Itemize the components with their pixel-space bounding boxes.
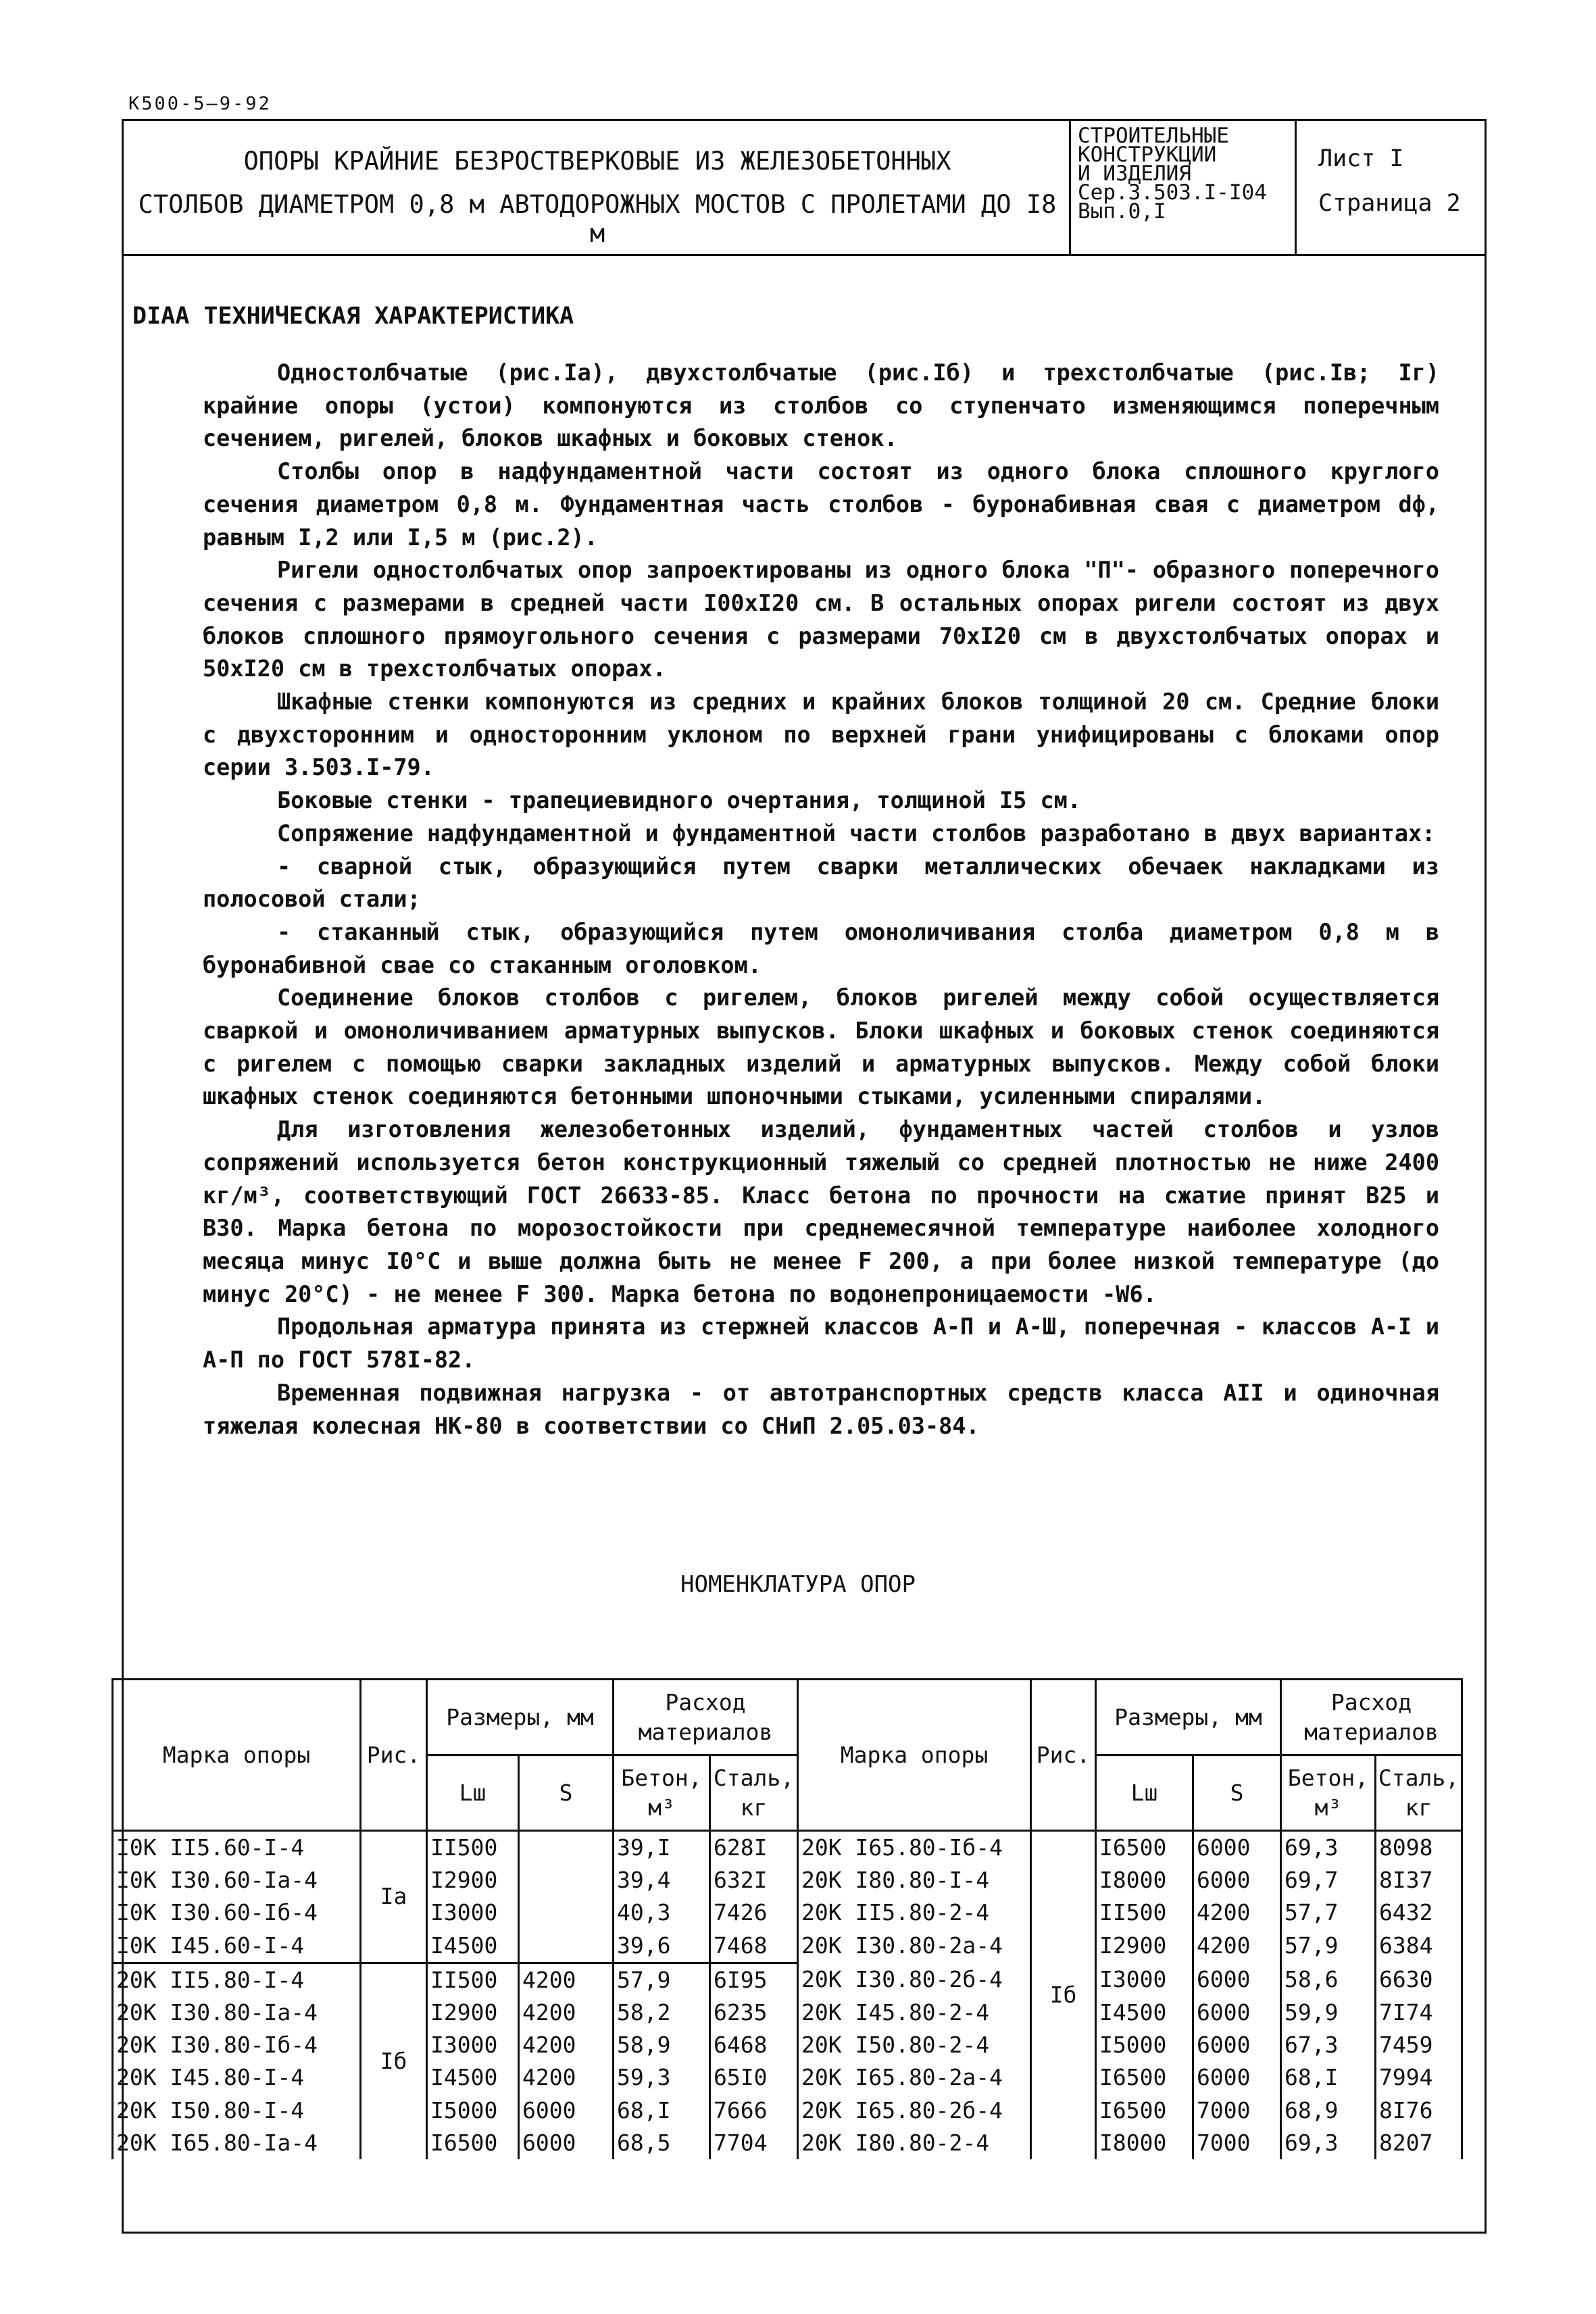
s-cell: 7000 bbox=[1193, 2127, 1281, 2159]
paragraph: Временная подвижная нагрузка - от автотранспортных средств класса АII и одиночная тяжелая колесная НК-80 в соответствии со СНиП 2.05.03-84. bbox=[203, 1379, 1439, 1439]
table-title: НОМЕНКЛАТУРА ОПОР bbox=[680, 1571, 916, 1598]
title-block bbox=[124, 121, 1485, 256]
mark-cell: 20К I50.80-2-4 bbox=[798, 2029, 1031, 2061]
steel-cell: 7426 bbox=[710, 1896, 798, 1929]
concrete-cell: 69,7 bbox=[1281, 1864, 1376, 1896]
paragraph: Ригели одностолбчатых опор запроектированы из одного блока "П"- образного поперечного сечения с размерами в средней части I00хI20 см. В остальных опорах ригели состоят из двух блоков сплошного прямоугольного сечения с размерами 70хI20 см в двухстолбчатых опорах и 50хI20 см в трехстолбчатых опорах. bbox=[203, 557, 1439, 682]
s-cell: 4200 bbox=[519, 1996, 614, 2029]
lsh-cell: I6500 bbox=[1096, 2094, 1193, 2127]
table-row bbox=[113, 1996, 1462, 2029]
s-cell bbox=[519, 1896, 614, 1929]
steel-cell: 6432 bbox=[1376, 1896, 1462, 1929]
section-title: DIАА ТЕХНИЧЕСКАЯ ХАРАКТЕРИСТИКА bbox=[132, 303, 574, 330]
fig-cell: Iб bbox=[361, 1963, 427, 2159]
col-header-steel: Сталь, кг bbox=[1376, 1755, 1462, 1831]
title-line-1: ОПОРЫ КРАЙНИЕ БЕЗРОСТВЕРКОВЫЕ ИЗ ЖЕЛЕЗОБЕТОННЫХ bbox=[243, 147, 951, 176]
concrete-cell: 68,I bbox=[1281, 2061, 1376, 2094]
series-line: Вып.0,I bbox=[1078, 199, 1166, 224]
s-cell: 4200 bbox=[519, 2061, 614, 2094]
col-header-lsh: Lш bbox=[427, 1755, 519, 1831]
s-cell bbox=[519, 1864, 614, 1896]
concrete-cell: 40,3 bbox=[614, 1896, 710, 1929]
concrete-cell: 68,I bbox=[614, 2094, 710, 2127]
nomenclature-table bbox=[111, 1678, 1463, 2159]
paragraph: Для изготовления железобетонных изделий, фундаментных частей столбов и узлов сопряжений используется бетон конструкционный тяжелый со средней плотностью не ниже 2400 кг/м³, соответствующий ГОСТ 26633-85. Класс бетона по прочности на сжатие принят В25 и В30. Марка бетона по морозостойкости при среднемесячной температуре наиболее холодного месяца минус I0°С и выше должна быть не менее F 200, а при более низкой температуре (до минус 20°С) - не менее F 300. Марка бетона по водонепроницаемости -W6. bbox=[203, 1116, 1439, 1307]
paragraph: Шкафные стенки компонуются из средних и крайних блоков толщиной 20 см. Средние блоки с двухсторонним и односторонним уклоном по верхней грани унифицированы с блоками опор серии 3.503.I-79. bbox=[203, 688, 1439, 781]
lsh-cell: I2900 bbox=[427, 1996, 519, 2029]
col-header-fig: Рис. bbox=[361, 1680, 427, 1831]
lsh-cell: I5000 bbox=[427, 2094, 519, 2127]
steel-cell: 7994 bbox=[1376, 2061, 1462, 2094]
table-row bbox=[113, 2127, 1462, 2159]
steel-cell: 8098 bbox=[1376, 1831, 1462, 1865]
fig-cell: Iб bbox=[1031, 1831, 1096, 2159]
s-cell: 6000 bbox=[519, 2127, 614, 2159]
steel-cell: 6384 bbox=[1376, 1930, 1462, 1963]
concrete-cell: 67,3 bbox=[1281, 2029, 1376, 2061]
lsh-cell: II500 bbox=[427, 1963, 519, 1996]
mark-cell: 20К I65.80-2б-4 bbox=[798, 2094, 1031, 2127]
col-header-lsh: Lш bbox=[1096, 1755, 1193, 1831]
paragraph: Продольная арматура принята из стержней классов А-П и А-Ш, поперечная - классов А-I и А-П по ГОСТ 578I-82. bbox=[203, 1313, 1439, 1374]
col-header-concrete: Бетон, м³ bbox=[1281, 1755, 1376, 1831]
title-block-name bbox=[124, 121, 1071, 254]
lsh-cell: I8000 bbox=[1096, 2127, 1193, 2159]
sheet-number: Лист I bbox=[1318, 145, 1404, 172]
steel-cell: 628I bbox=[710, 1831, 798, 1865]
paragraph: Сопряжение надфундаментной и фундаментной части столбов разработано в двух вариантах: bbox=[277, 820, 1436, 847]
s-cell: 4200 bbox=[1193, 1930, 1281, 1963]
table-row bbox=[113, 1896, 1462, 1929]
table-row bbox=[113, 2029, 1462, 2061]
series-line: Сер.3.503.I-I04 bbox=[1078, 180, 1267, 205]
table-row bbox=[113, 1831, 1462, 1865]
lsh-cell: I3000 bbox=[1096, 1963, 1193, 1996]
sheet-cell bbox=[1297, 121, 1485, 254]
steel-cell: 8I76 bbox=[1376, 2094, 1462, 2127]
concrete-cell: 39,4 bbox=[614, 1864, 710, 1896]
s-cell: 6000 bbox=[1193, 2061, 1281, 2094]
mark-cell: 20К I45.80-I-4 bbox=[113, 2061, 361, 2094]
mark-cell: 20К I30.80-Iб-4 bbox=[113, 2029, 361, 2061]
col-header-concrete: Бетон, м³ bbox=[614, 1755, 710, 1831]
s-cell: 7000 bbox=[1193, 2094, 1281, 2127]
mark-cell: I0К I30.60-Iа-4 bbox=[113, 1864, 361, 1896]
col-header-fig: Рис. bbox=[1031, 1680, 1096, 1831]
lsh-cell: I5000 bbox=[1096, 2029, 1193, 2061]
title-line-2: СТОЛБОВ ДИАМЕТРОМ 0,8 м АВТОДОРОЖНЫХ МОСТОВ С ПРОЛЕТАМИ ДО I8 м bbox=[138, 190, 1057, 248]
steel-cell: 8207 bbox=[1376, 2127, 1462, 2159]
table-row bbox=[113, 1930, 1462, 1963]
steel-cell: 632I bbox=[710, 1864, 798, 1896]
steel-cell: 65I0 bbox=[710, 2061, 798, 2094]
concrete-cell: 68,5 bbox=[614, 2127, 710, 2159]
s-cell: 4200 bbox=[1193, 1896, 1281, 1929]
s-cell: 6000 bbox=[1193, 2029, 1281, 2061]
concrete-cell: 69,3 bbox=[1281, 1831, 1376, 1865]
lsh-cell: I2900 bbox=[427, 1864, 519, 1896]
concrete-cell: 58,2 bbox=[614, 1996, 710, 2029]
s-cell: 6000 bbox=[519, 2094, 614, 2127]
lsh-cell: II500 bbox=[1096, 1896, 1193, 1929]
steel-cell: 6235 bbox=[710, 1996, 798, 2029]
lsh-cell: I4500 bbox=[427, 1930, 519, 1963]
concrete-cell: 39,6 bbox=[614, 1930, 710, 1963]
paragraph: Столбы опор в надфундаментной части состоят из одного блока сплошного круглого сечения диаметром 0,8 м. Фундаментная часть столбов - буронабивная свая с диаметром dф, равным I,2 или I,5 м (рис.2). bbox=[203, 458, 1439, 551]
paragraph: Одностолбчатые (рис.Iа), двухстолбчатые (рис.Iб) и трехстолбчатые (рис.Iв; Iг) крайние опоры (устои) компонуются из столбов со ступенчато изменяющимся поперечным сечением, ригелей, блоков шкафных и боковых стенок. bbox=[203, 359, 1439, 452]
mark-cell: I0К I45.60-I-4 bbox=[113, 1930, 361, 1963]
table-row bbox=[113, 2061, 1462, 2094]
concrete-cell: 57,9 bbox=[1281, 1930, 1376, 1963]
s-cell: 6000 bbox=[1193, 1996, 1281, 2029]
lsh-cell: I6500 bbox=[427, 2127, 519, 2159]
mark-cell: 20К I30.80-Iа-4 bbox=[113, 1996, 361, 2029]
col-header-consumption: Расход материалов bbox=[614, 1680, 798, 1755]
col-header-s: S bbox=[1193, 1755, 1281, 1831]
paragraph: Боковые стенки - трапециевидного очертания, толщиной I5 см. bbox=[277, 787, 1081, 814]
concrete-cell: 57,9 bbox=[614, 1963, 710, 1996]
concrete-cell: 58,6 bbox=[1281, 1963, 1376, 1996]
mark-cell: I0К I30.60-Iб-4 bbox=[113, 1896, 361, 1929]
steel-cell: 7468 bbox=[710, 1930, 798, 1963]
lsh-cell: I2900 bbox=[1096, 1930, 1193, 1963]
mark-cell: 20К I65.80-2а-4 bbox=[798, 2061, 1031, 2094]
mark-cell: 20К I45.80-2-4 bbox=[798, 1996, 1031, 2029]
lsh-cell: I3000 bbox=[427, 1896, 519, 1929]
concrete-cell: 69,3 bbox=[1281, 2127, 1376, 2159]
s-cell: 6000 bbox=[1193, 1963, 1281, 1996]
col-header-dims: Размеры, мм bbox=[427, 1680, 614, 1755]
table-row bbox=[113, 1963, 1462, 1996]
page-number: Страница 2 bbox=[1318, 190, 1461, 217]
paragraph: - стаканный стык, образующийся путем омоноличивания столба диаметром 0,8 м в буронабивной свае со стаканным оголовком. bbox=[203, 918, 1439, 978]
technical-description bbox=[203, 357, 1439, 1442]
concrete-cell: 59,9 bbox=[1281, 1996, 1376, 2029]
mark-cell: 20К II5.80-2-4 bbox=[798, 1896, 1031, 1929]
lsh-cell: I8000 bbox=[1096, 1864, 1193, 1896]
s-cell bbox=[519, 1930, 614, 1963]
paragraph: - сварной стык, образующийся путем сварки металлических обечаек накладками из полосовой стали; bbox=[203, 853, 1439, 913]
series-cell bbox=[1071, 121, 1297, 254]
concrete-cell: 39,I bbox=[614, 1831, 710, 1865]
col-header-mark: Марка опоры bbox=[798, 1680, 1031, 1831]
col-header-consumption: Расход материалов bbox=[1281, 1680, 1462, 1755]
concrete-cell: 59,3 bbox=[614, 2061, 710, 2094]
col-header-dims: Размеры, мм bbox=[1096, 1680, 1281, 1755]
paragraph: Соединение блоков столбов с ригелем, блоков ригелей между собой осуществляется сваркой и омоноличиванием арматурных выпусков. Блоки шкафных и боковых стенок соединяются с ригелем с помощью сварки закладных изделий и арматурных выпусков. Между собой блоки шкафных стенок соединяются бетонными шпоночными стыками, усиленными спиралями. bbox=[203, 984, 1439, 1110]
document-code: К500-5—9-92 bbox=[128, 93, 272, 114]
mark-cell: 20К I65.80-Iа-4 bbox=[113, 2127, 361, 2159]
mark-cell: 20К I80.80-2-4 bbox=[798, 2127, 1031, 2159]
steel-cell: 8I37 bbox=[1376, 1864, 1462, 1896]
table-row bbox=[113, 1864, 1462, 1896]
col-header-s: S bbox=[519, 1755, 614, 1831]
concrete-cell: 68,9 bbox=[1281, 2094, 1376, 2127]
mark-cell: 20К I50.80-I-4 bbox=[113, 2094, 361, 2127]
steel-cell: 6630 bbox=[1376, 1963, 1462, 1996]
steel-cell: 7459 bbox=[1376, 2029, 1462, 2061]
mark-cell: I0К II5.60-I-4 bbox=[113, 1831, 361, 1865]
lsh-cell: I6500 bbox=[1096, 1831, 1193, 1865]
steel-cell: 7I74 bbox=[1376, 1996, 1462, 2029]
mark-cell: 20К II5.80-I-4 bbox=[113, 1963, 361, 1996]
s-cell: 6000 bbox=[1193, 1864, 1281, 1896]
mark-cell: 20К I30.80-2б-4 bbox=[798, 1963, 1031, 1996]
col-header-mark: Марка опоры bbox=[113, 1680, 361, 1831]
s-cell: 4200 bbox=[519, 2029, 614, 2061]
concrete-cell: 58,9 bbox=[614, 2029, 710, 2061]
lsh-cell: I3000 bbox=[427, 2029, 519, 2061]
col-header-steel: Сталь, кг bbox=[710, 1755, 798, 1831]
steel-cell: 6I95 bbox=[710, 1963, 798, 1996]
mark-cell: 20К I80.80-I-4 bbox=[798, 1864, 1031, 1896]
lsh-cell: I6500 bbox=[1096, 2061, 1193, 2094]
s-cell: 4200 bbox=[519, 1963, 614, 1996]
lsh-cell: I4500 bbox=[427, 2061, 519, 2094]
series-line: КОНСТРУКЦИИ bbox=[1078, 143, 1217, 167]
mark-cell: 20К I65.80-Iб-4 bbox=[798, 1831, 1031, 1865]
series-line: И ИЗДЕЛИЯ bbox=[1078, 161, 1191, 186]
table-row bbox=[113, 2094, 1462, 2127]
steel-cell: 7666 bbox=[710, 2094, 798, 2127]
s-cell: 6000 bbox=[1193, 1831, 1281, 1865]
steel-cell: 7704 bbox=[710, 2127, 798, 2159]
fig-cell: Iа bbox=[361, 1831, 427, 1963]
lsh-cell: II500 bbox=[427, 1831, 519, 1865]
lsh-cell: I4500 bbox=[1096, 1996, 1193, 2029]
s-cell bbox=[519, 1831, 614, 1865]
mark-cell: 20К I30.80-2а-4 bbox=[798, 1930, 1031, 1963]
concrete-cell: 57,7 bbox=[1281, 1896, 1376, 1929]
table-body bbox=[113, 1831, 1462, 2159]
steel-cell: 6468 bbox=[710, 2029, 798, 2061]
series-line: СТРОИТЕЛЬНЫЕ bbox=[1078, 124, 1229, 148]
